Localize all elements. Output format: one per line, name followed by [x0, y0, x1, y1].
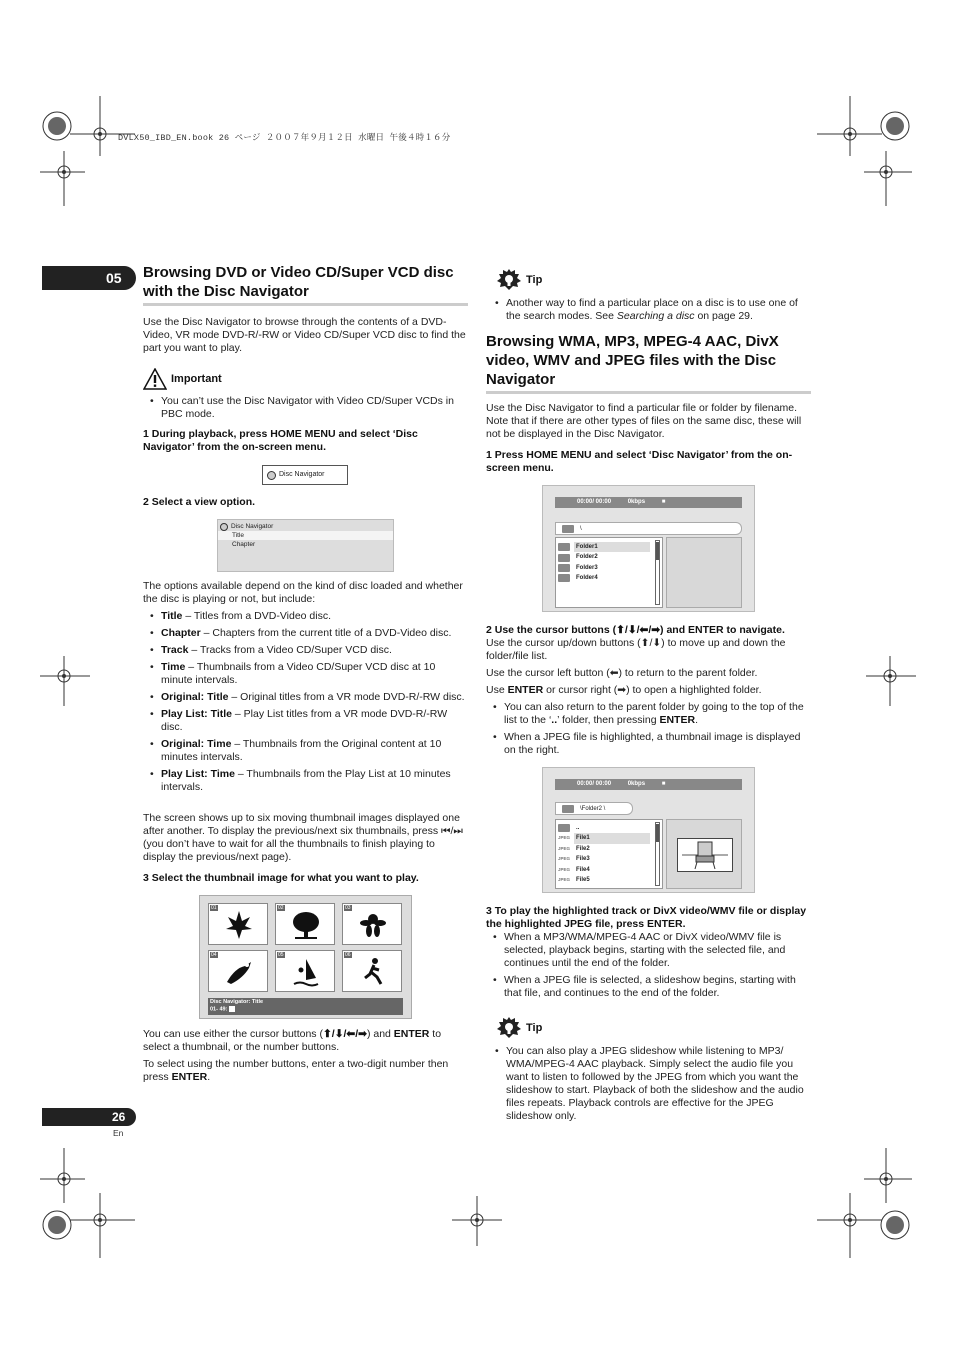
nav-bullets	[486, 701, 811, 761]
folder-icon	[562, 805, 574, 813]
right-step-3: 3 To play the highlighted track or DivX video/WMV file or display the highlighted JPEG file, press ENTER.	[486, 905, 807, 930]
page-number: 26	[42, 1108, 136, 1126]
list-item[interactable]: JPEG File5	[556, 875, 662, 885]
list-item: • Play List: Time – Thumbnails from the Play List at 10 minutes intervals.	[143, 768, 468, 794]
list-item[interactable]: Folder3	[556, 563, 662, 573]
crop-mark-mid-right	[866, 656, 916, 706]
list-item: • When a JPEG file is selected, a slideshow begins, starting with that file, and continues to the end of the folder.	[486, 974, 811, 1000]
crop-mark-mid-left	[40, 656, 90, 706]
bird-icon	[225, 956, 253, 988]
jpeg-file-icon: JPEG	[558, 866, 571, 872]
thumbnail-05[interactable]: 05	[275, 950, 335, 992]
crop-mark-top-right	[812, 96, 932, 206]
cursor-select-para: You can use either the cursor buttons (⬆/⬇/⬅/➡) and ENTER to select a thumbnail, or the number buttons.	[143, 1028, 442, 1053]
list-item[interactable]: Folder1	[556, 542, 662, 552]
crop-mark-top-left	[20, 96, 140, 206]
list-scrollbar[interactable]	[655, 540, 660, 605]
thumbnail-bar-title: Disc Navigator: Title	[210, 999, 264, 1005]
menu-title: Disc Navigator	[231, 523, 274, 530]
crop-mark-bottom-left	[20, 1148, 140, 1258]
list-item: • Title – Titles from a DVD-Video disc.	[143, 610, 468, 623]
options-intro: The options available depend on the kind of disc loaded and whether the disc is playing or not, but include:	[143, 580, 463, 605]
file-list	[555, 819, 663, 889]
left-step-3: 3 Select the thumbnail image for what you want to play.	[143, 872, 419, 884]
list-item[interactable]: JPEG File2	[556, 844, 662, 854]
home-menu-disc-navigator	[262, 465, 348, 485]
number-select-para: To select using the number buttons, enter a two-digit number then press ENTER.	[143, 1058, 449, 1083]
tip-callout-2	[496, 1016, 811, 1127]
menu-item-label: Disc Navigator	[279, 471, 325, 478]
windsurfer-icon	[292, 956, 320, 988]
list-item: • Chapter – Chapters from the current title of a DVD-Video disc.	[143, 627, 468, 640]
playback-bullets	[486, 931, 811, 1004]
view-option-title[interactable]: Title	[218, 531, 393, 540]
important-callout	[143, 368, 468, 425]
left-intro: Use the Disc Navigator to browse through the contents of a DVD-Video, VR mode DVD-R/-RW or Video CD/Super VCD disc to find the part you want to play.	[143, 316, 466, 354]
playback-status-bar: 00:00/ 00:00 0kbps ■	[555, 497, 742, 508]
list-item[interactable]: JPEG File1	[556, 833, 662, 843]
thumbnail-status-bar	[208, 998, 403, 1015]
warning-icon	[143, 368, 167, 390]
list-scrollbar[interactable]	[655, 822, 660, 886]
preview-pane	[666, 537, 742, 608]
right-step-2: 2 Use the cursor buttons (⬆/⬇/⬅/➡) and ENTER to navigate.	[486, 624, 785, 636]
jpeg-browser-screen	[542, 767, 755, 893]
list-item: • Track – Tracks from a Video CD/Super VCD disc.	[143, 644, 468, 657]
book-header: DVLX50_IBD_EN.book 26 ページ ２００７年９月１２日 水曜日 午後４時１６分	[118, 133, 451, 143]
right-section-heading: Browsing WMA, MP3, MPEG-4 AAC, DivX video, WMV and JPEG files with the Disc Navigator	[486, 332, 811, 394]
thumbnail-04[interactable]: 04	[208, 950, 268, 992]
leaf-icon	[225, 909, 253, 941]
disc-navigator-icon	[220, 523, 228, 531]
lightbulb-icon	[496, 1016, 522, 1040]
jpeg-file-icon: JPEG	[558, 856, 571, 862]
thumbnail-03[interactable]: 03	[342, 903, 402, 945]
file-browser-screen-root	[542, 485, 755, 612]
list-item: • Original: Title – Original titles from a VR mode DVD-R/-RW disc.	[143, 691, 468, 704]
folder-icon	[558, 543, 570, 551]
thumbnail-screen	[199, 895, 412, 1019]
tip-label: Tip	[526, 273, 543, 286]
important-item: • You can’t use the Disc Navigator with Video CD/Super VCDs in PBC mode.	[143, 395, 468, 421]
jpeg-file-icon: JPEG	[558, 876, 571, 882]
folder-icon	[558, 824, 570, 832]
list-item: • Original: Time – Thumbnails from the Original content at 10 minutes intervals.	[143, 738, 468, 764]
thumbnail-01[interactable]: 01	[208, 903, 268, 945]
tree-icon	[292, 909, 320, 941]
folder-icon	[558, 564, 570, 572]
input-cursor-icon	[229, 1006, 235, 1012]
tip-callout-1	[496, 268, 811, 327]
disc-navigator-icon	[267, 471, 276, 480]
stop-icon: ■	[661, 781, 666, 787]
tip-item: • Another way to find a particular place on a disc is to use one of the search modes. See Searching a disc on page 29.	[488, 297, 811, 323]
important-label: Important	[171, 372, 222, 385]
list-item-parent[interactable]: ..	[556, 823, 662, 833]
folder-icon	[562, 525, 574, 533]
chapter-tab: 05	[42, 266, 136, 290]
path-field: \	[555, 522, 742, 535]
stop-icon: ■	[661, 499, 666, 505]
crop-mark-bottom-center	[452, 1196, 502, 1246]
playback-status-bar: 00:00/ 00:00 0kbps ■	[555, 779, 742, 790]
right-intro: Use the Disc Navigator to find a particular file or folder by filename. Note that if there are other types of files on the same disc, these will not be displayed in the Disc Navigator.	[486, 402, 802, 440]
crop-mark-bottom-right	[812, 1148, 932, 1258]
flower-icon	[359, 909, 387, 941]
list-item[interactable]: JPEG File3	[556, 854, 662, 864]
thumbnail-02[interactable]: 02	[275, 903, 335, 945]
folder-icon	[558, 574, 570, 582]
nav-para-3: Use ENTER or cursor right (➡) to open a highlighted folder.	[486, 684, 762, 696]
right-step-1: 1 Press HOME MENU and select ‘Disc Navigator’ from the on-screen menu.	[486, 449, 793, 474]
view-option-menu	[217, 519, 394, 572]
thumbnail-bar-range: 01- 49:	[210, 1006, 401, 1013]
left-section-heading: Browsing DVD or Video CD/Super VCD disc with the Disc Navigator	[143, 263, 468, 306]
tip-item: • You can also play a JPEG slideshow while listening to MP3/ WMA/MPEG-4 AAC playback. Simply select the audio file you want to listen to followed by the JPEG from which you want the slideshow to start. Playback of both the slideshow and the audio files repeats. Playback controls are effective for the JPEG slideshow only.	[488, 1045, 811, 1123]
jpeg-file-icon: JPEG	[558, 845, 571, 851]
left-step-2: 2 Select a view option.	[143, 496, 256, 508]
folder-icon	[558, 554, 570, 562]
list-item: • Time – Thumbnails from a Video CD/Super VCD disc at 10 minute intervals.	[143, 661, 468, 687]
nav-para-2: Use the cursor left button (⬅) to return to the parent folder.	[486, 667, 758, 679]
path-field: \Folder2 \	[555, 802, 633, 815]
chair-image-icon	[678, 839, 732, 871]
view-option-chapter[interactable]: Chapter	[232, 541, 256, 548]
tip-label: Tip	[526, 1021, 543, 1034]
jpeg-preview-pane	[666, 819, 742, 889]
list-item[interactable]: JPEG File4	[556, 865, 662, 875]
skater-icon	[359, 956, 387, 988]
list-item: • Play List: Title – Play List titles from a VR mode DVD-R/-RW disc.	[143, 708, 468, 734]
list-item[interactable]: Folder2	[556, 552, 662, 562]
list-item[interactable]: Folder4	[556, 573, 662, 583]
list-item: • When a MP3/WMA/MPEG-4 AAC or DivX video/WMV file is selected, playback begins, starting with the selected file, and continues until the end of the folder.	[486, 931, 811, 970]
left-step-1: 1 During playback, press HOME MENU and select ‘Disc Navigator’ from the on-screen menu.	[143, 428, 418, 453]
thumbnail-screen-para: The screen shows up to six moving thumbnail images displayed one after another. To display the previous/next six thumbnails, press ⏮/⏭ (you don’t have to wait for all the thumbnails to finish playing to display the previous/next page).	[143, 812, 463, 863]
list-item: • When a JPEG file is highlighted, a thumbnail image is displayed on the right.	[486, 731, 811, 757]
thumbnail-06[interactable]: 06	[342, 950, 402, 992]
jpeg-file-icon: JPEG	[558, 835, 571, 841]
nav-para-1: Use the cursor up/down buttons (⬆/⬇) to move up and down the folder/file list.	[486, 637, 786, 662]
lightbulb-icon	[496, 268, 522, 292]
folder-list	[555, 537, 663, 608]
view-options-list	[143, 610, 468, 798]
page-language: En	[113, 1128, 124, 1138]
list-item: • You can also return to the parent folder by going to the top of the list to the ‘..’ folder, then pressing ENTER.	[486, 701, 811, 727]
